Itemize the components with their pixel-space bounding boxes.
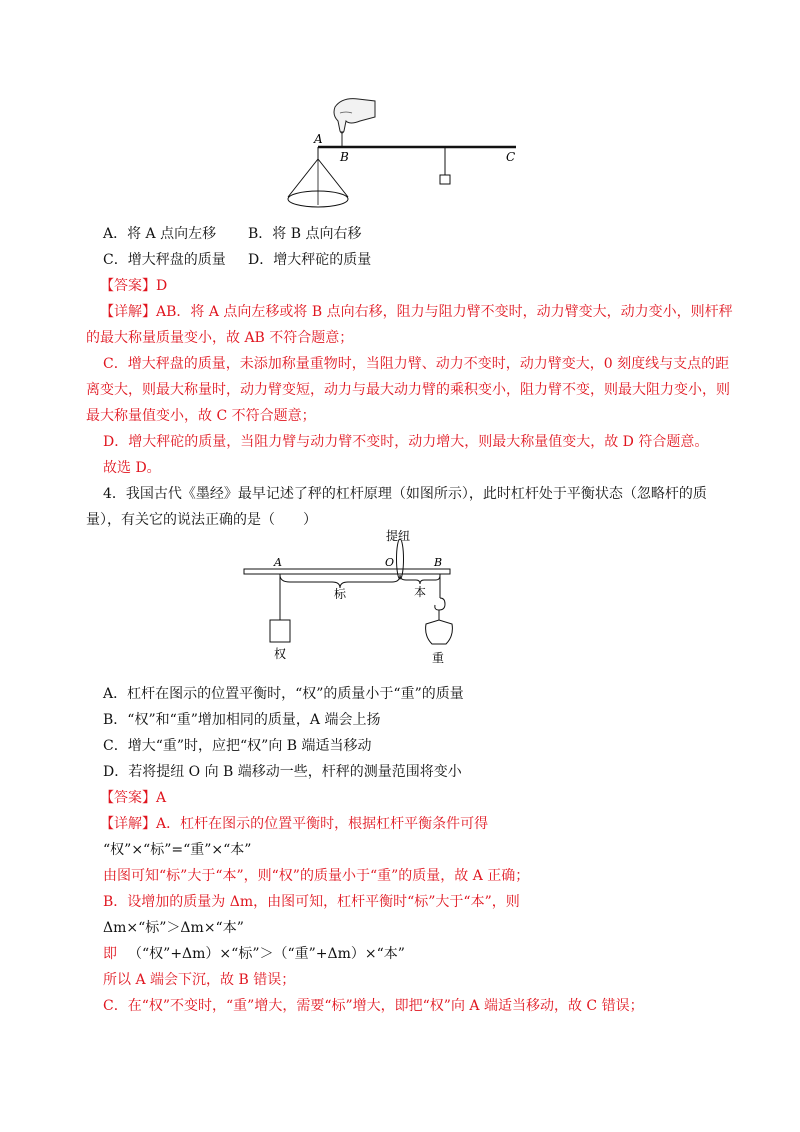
q3-detail-line: 最大称量值变小，故 C 不符合题意； xyxy=(86,408,316,424)
q4-formula-2: Δm×“标”＞Δm×“本” xyxy=(103,920,244,936)
q4-option-c: C．增大“重”时，应把“权”向 B 端适当移动 xyxy=(103,738,372,754)
q3-option-b: B．将 B 点向右移 xyxy=(248,226,362,242)
q4-option-b: B．“权”和“重”增加相同的质量，A 端会上扬 xyxy=(103,712,381,728)
q4-formula-3-prefix: 即 xyxy=(103,946,117,962)
object-zhong xyxy=(426,620,453,644)
label-b: B xyxy=(340,150,349,164)
label-b: B xyxy=(434,556,443,569)
q4-option-a: A．杠杆在图示的位置平衡时，“权”的质量小于“重”的质量 xyxy=(103,686,464,702)
q4-formula-3: （“权”+Δm）×“标”＞（“重”+Δm）×“本” xyxy=(128,946,405,962)
label-a: A xyxy=(274,556,282,569)
hand-icon xyxy=(334,99,375,147)
label-ben: 本 xyxy=(414,585,427,599)
q4-line-a: 由图可知“标”大于“本”，则“权”的质量小于“重”的质量，故 A 正确； xyxy=(103,868,530,884)
q4-line-b-end: 所以 A 端会下沉，故 B 错误； xyxy=(103,972,296,988)
q4-line-b: B．设增加的质量为 Δm，由图可知，杠杆平衡时“标”大于“本”，则 xyxy=(103,894,520,910)
q4-option-d: D．若将提纽 O 向 B 端移动一些，杆秤的测量范围将变小 xyxy=(103,764,462,780)
label-a: A xyxy=(314,132,323,146)
figure-ancient-steelyard xyxy=(240,528,455,678)
q3-detail-line: C．增大秤盘的质量，未添加称量重物时，当阻力臂、动力不变时，动力臂变大，0 刻度线与支点的距 xyxy=(103,356,730,372)
label-tiniu: 提纽 xyxy=(386,529,411,543)
hook-icon xyxy=(435,598,445,610)
q4-answer: 【答案】A xyxy=(100,790,167,806)
label-quan: 权 xyxy=(274,647,287,661)
q4-detail-a: 【详解】A．杠杆在图示的位置平衡时，根据杠杆平衡条件可得 xyxy=(100,816,489,832)
label-o: O xyxy=(385,556,395,569)
q4-formula-1: “权”×“标”=“重”×“本” xyxy=(103,842,252,858)
q3-detail-line: 离变大，则最大称量时，动力臂变短，动力与最大动力臂的乘积变小，阻力臂不变，则最大阻力变小，则 xyxy=(86,382,730,398)
brace-ben xyxy=(400,575,440,584)
q3-detail-line: 【详解】AB．将 A 点向左移或将 B 点向右移，阻力与阻力臂不变时，动力臂变大，动力变小，则杆秤 xyxy=(100,304,733,320)
q3-option-a: A．将 A 点向左移 xyxy=(103,226,217,242)
beam xyxy=(244,569,450,574)
weight-box xyxy=(440,175,450,184)
q3-detail-line: 故选 D。 xyxy=(103,460,161,476)
q3-option-d: D．增大秤砣的质量 xyxy=(248,252,372,268)
label-c: C xyxy=(506,150,516,164)
q3-detail-line: D．增大秤砣的质量，当阻力臂与动力臂不变时，动力增大，则最大称量值变大，故 D 符合题意。 xyxy=(103,434,709,450)
label-biao: 标 xyxy=(334,587,347,601)
q3-detail-line: 的最大称量质量变小，故 AB 不符合题意； xyxy=(86,330,354,346)
label-zhong: 重 xyxy=(432,651,445,665)
q3-option-c: C．增大秤盘的质量 xyxy=(103,252,226,268)
q4-stem: 量），有关它的说法正确的是（ ） xyxy=(86,512,317,528)
weight-quan xyxy=(270,620,290,642)
q4-line-c: C．在“权”不变时，“重”增大，需要“标”增大，即把“权”向 A 端适当移动，故 C 错误； xyxy=(103,998,644,1014)
q3-answer: 【答案】D xyxy=(100,278,168,294)
figure-steelyard-hand xyxy=(280,95,530,215)
q4-stem: 4．我国古代《墨经》最早记述了秤的杠杆原理（如图所示），此时杠杆处于平衡状态（忽略杆的质 xyxy=(103,486,707,502)
